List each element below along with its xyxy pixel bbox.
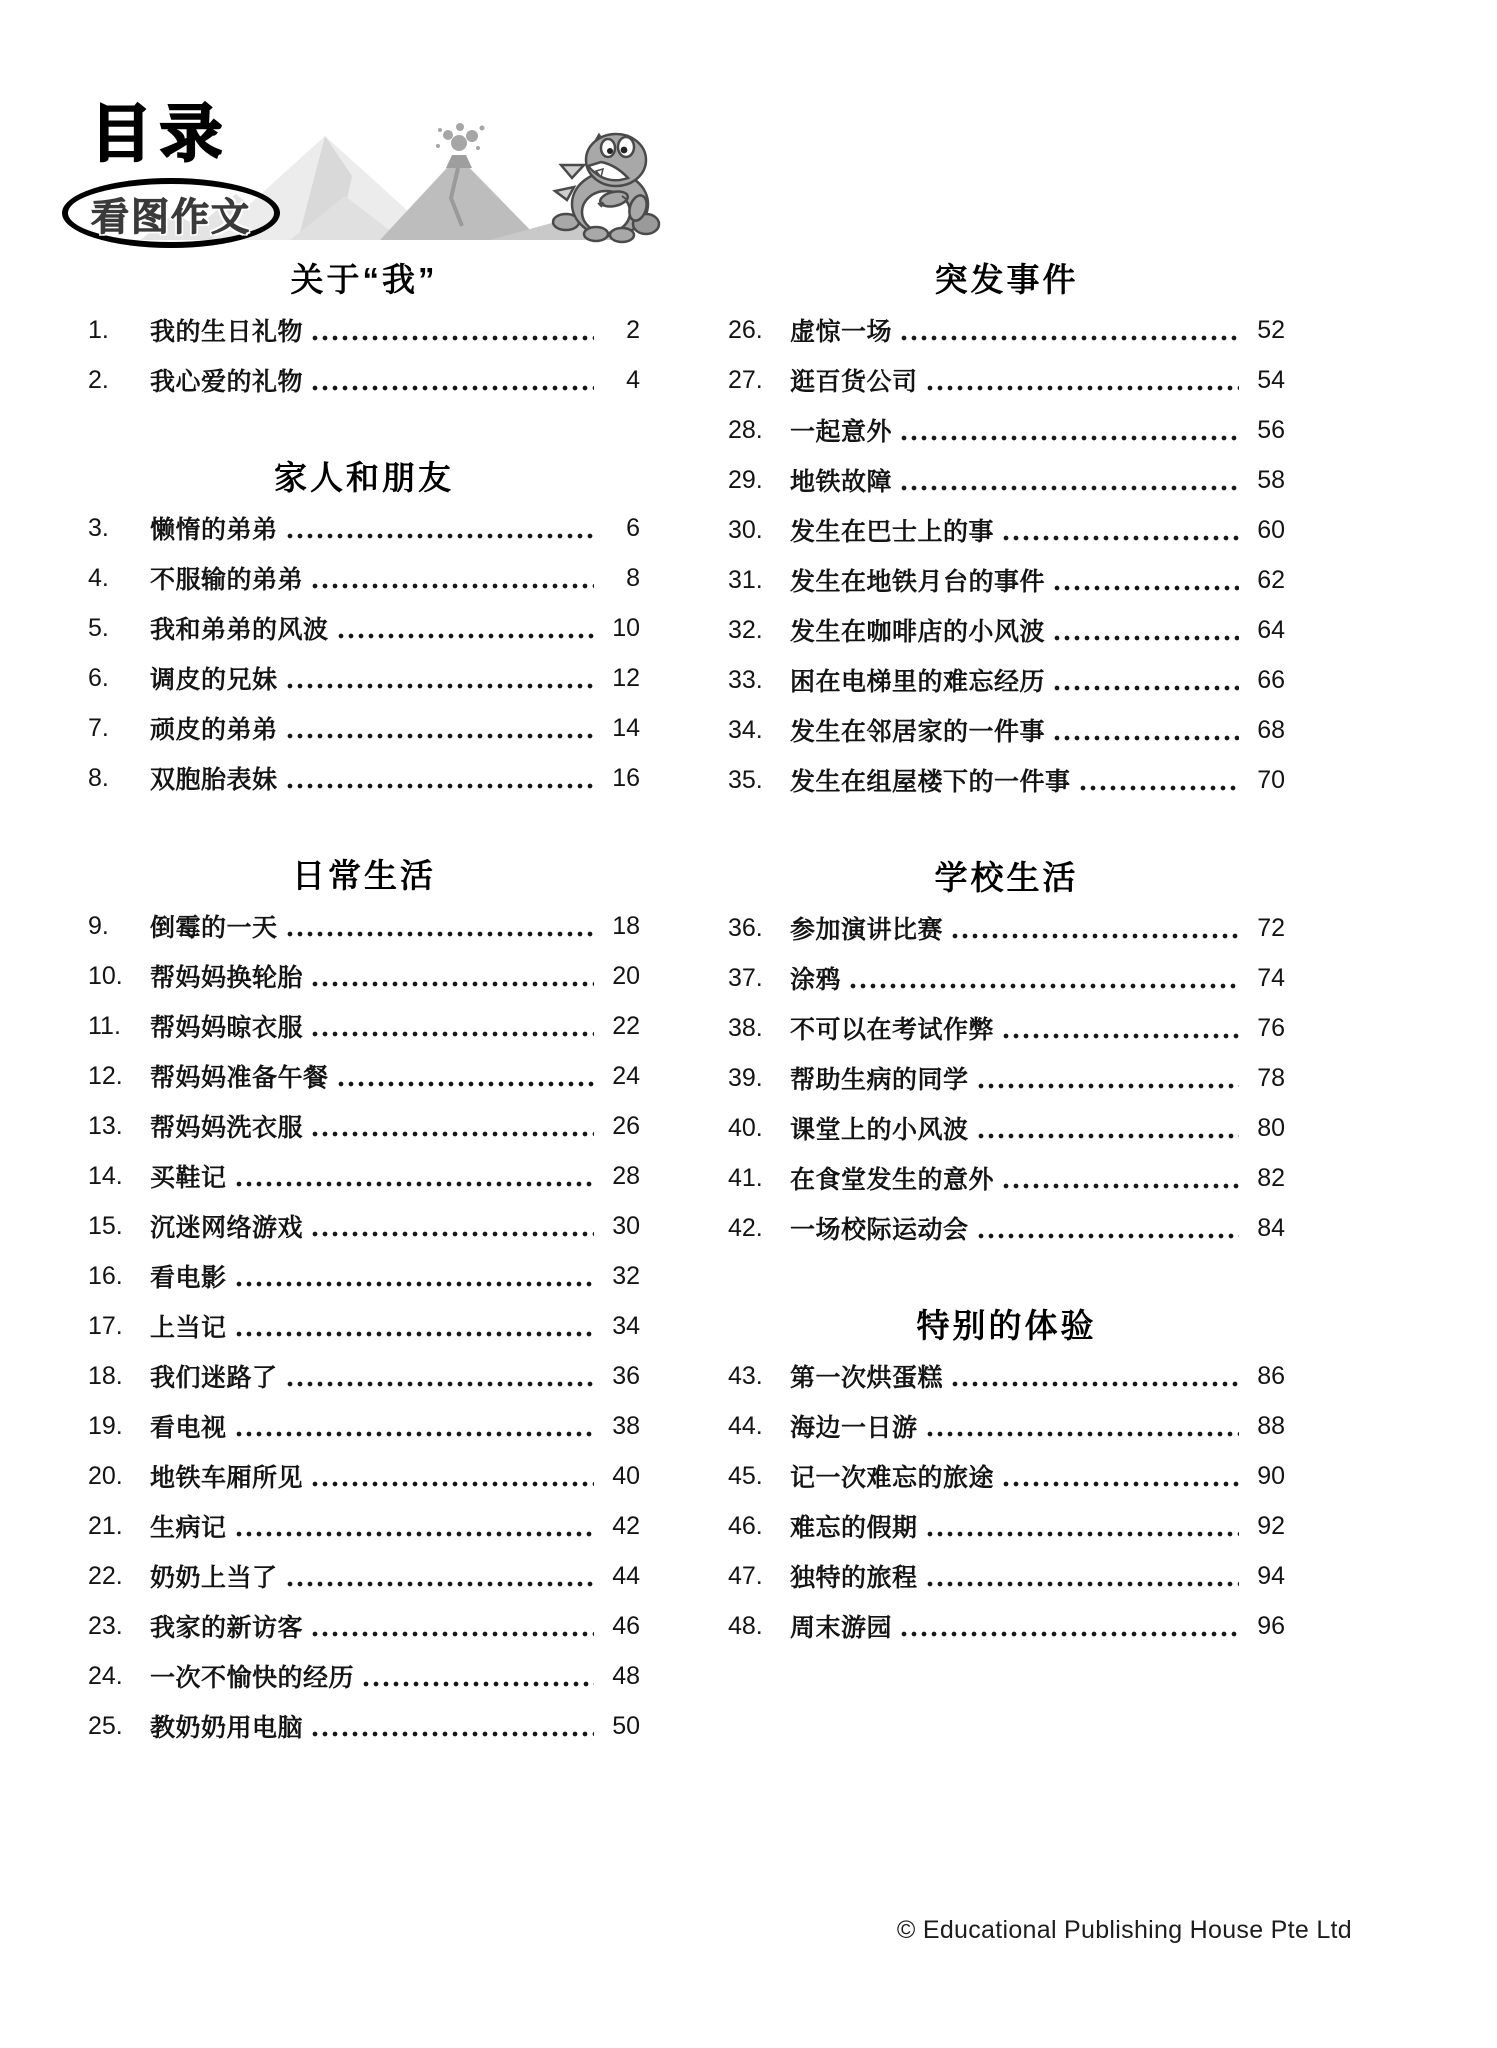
dotted-leader [1003, 535, 1239, 541]
entry-page-number: 74 [1257, 963, 1285, 992]
entry-number: 2. [88, 365, 109, 394]
toc-entry [728, 1003, 1285, 1053]
entry-number: 6. [88, 663, 109, 692]
entry-title: 周末游园 [790, 1614, 893, 1642]
entry-number: 39. [728, 1063, 763, 1092]
entry-page-number: 42 [612, 1511, 640, 1540]
dotted-leader [287, 533, 594, 539]
entry-title: 不可以在考试作弊 [790, 1016, 995, 1044]
entry-page-number: 24 [612, 1061, 640, 1090]
toc-entry [88, 1701, 640, 1751]
series-badge-label: 看图作文 [90, 196, 251, 239]
entry-page-number: 94 [1257, 1561, 1285, 1590]
toc-entry [88, 753, 640, 803]
entry-title: 逛百货公司 [790, 368, 918, 396]
dotted-leader [338, 633, 594, 639]
dotted-leader [1054, 735, 1239, 741]
entry-page-number: 10 [612, 613, 640, 642]
entry-page-number: 88 [1257, 1411, 1285, 1440]
entry-number: 24. [88, 1661, 123, 1690]
toc-entry [728, 705, 1285, 755]
entry-number: 26. [728, 315, 763, 344]
entry-title: 帮妈妈准备午餐 [150, 1064, 329, 1092]
entry-title: 地铁车厢所见 [150, 1464, 304, 1492]
entry-title: 我的生日礼物 [150, 318, 304, 346]
entry-title: 我心爱的礼物 [150, 368, 304, 396]
entry-page-number: 64 [1257, 615, 1285, 644]
entry-title: 倒霉的一天 [150, 914, 278, 942]
entry-page-number: 60 [1257, 515, 1285, 544]
entry-title: 第一次烘蛋糕 [790, 1364, 944, 1392]
entry-number: 18. [88, 1361, 123, 1390]
entry-title: 发生在咖啡店的小风波 [790, 618, 1046, 646]
entry-title: 上当记 [150, 1314, 227, 1342]
toc-entry [88, 1351, 640, 1401]
toc-entry [728, 455, 1285, 505]
section-heading: 关于“我” [290, 261, 438, 298]
entry-page-number: 6 [626, 513, 640, 542]
dotted-leader [901, 485, 1239, 491]
entry-title: 帮妈妈换轮胎 [150, 964, 304, 992]
entry-page-number: 12 [612, 663, 640, 692]
toc-entry [728, 605, 1285, 655]
section-heading: 家人和朋友 [274, 459, 454, 496]
dotted-leader [901, 435, 1239, 441]
entry-title: 奶奶上当了 [150, 1564, 278, 1592]
dotted-leader [1080, 785, 1239, 791]
dotted-leader [927, 1581, 1239, 1587]
entry-page-number: 56 [1257, 415, 1285, 444]
entry-number: 13. [88, 1111, 123, 1140]
entry-page-number: 22 [612, 1011, 640, 1040]
dotted-leader [1003, 1183, 1239, 1189]
dotted-leader [236, 1331, 594, 1337]
entry-title: 我和弟弟的风波 [150, 616, 329, 644]
entry-page-number: 20 [612, 961, 640, 990]
toc-entry [88, 1251, 640, 1301]
entry-title: 生病记 [150, 1514, 227, 1542]
entry-number: 46. [728, 1511, 763, 1540]
entry-number: 14. [88, 1161, 123, 1190]
entry-page-number: 70 [1257, 765, 1285, 794]
dotted-leader [927, 385, 1239, 391]
toc-entry [728, 1601, 1285, 1651]
dotted-leader [287, 931, 594, 937]
entry-page-number: 16 [612, 763, 640, 792]
entry-number: 25. [88, 1711, 123, 1740]
toc-entry [728, 903, 1285, 953]
toc-section [728, 255, 1285, 805]
entry-number: 17. [88, 1311, 123, 1340]
toc-entry [728, 655, 1285, 705]
entry-title: 一场校际运动会 [790, 1216, 969, 1244]
entry-number: 11. [88, 1011, 121, 1040]
entry-title: 独特的旅程 [790, 1564, 918, 1592]
entry-page-number: 38 [612, 1411, 640, 1440]
entry-title: 看电影 [150, 1264, 227, 1292]
toc-entry [728, 405, 1285, 455]
entry-number: 5. [88, 613, 109, 642]
toc-entry [88, 1151, 640, 1201]
copyright-footer: © Educational Publishing House Pte Ltd [896, 1916, 1352, 1944]
toc-left-column [88, 255, 640, 1751]
entry-page-number: 8 [626, 563, 640, 592]
entry-number: 30. [728, 515, 763, 544]
entry-title: 帮妈妈洗衣服 [150, 1114, 304, 1142]
entry-page-number: 4 [626, 365, 640, 394]
entry-number: 1. [88, 315, 109, 344]
entry-page-number: 78 [1257, 1063, 1285, 1092]
toc-entry [728, 1351, 1285, 1401]
entry-number: 9. [88, 911, 109, 940]
dotted-leader [312, 335, 594, 341]
entry-title: 双胞胎表妹 [150, 766, 278, 794]
toc-entry [88, 553, 640, 603]
toc-entry [728, 1053, 1285, 1103]
entry-number: 37. [728, 963, 763, 992]
dotted-leader [287, 683, 594, 689]
toc-entry [88, 1401, 640, 1451]
entry-number: 3. [88, 513, 109, 542]
entry-number: 29. [728, 465, 763, 494]
entry-title: 地铁故障 [790, 468, 893, 496]
entry-title: 懒惰的弟弟 [150, 516, 278, 544]
entry-title: 沉迷网络游戏 [150, 1214, 304, 1242]
entry-number: 4. [88, 563, 109, 592]
entry-page-number: 40 [612, 1461, 640, 1490]
entry-page-number: 50 [612, 1711, 640, 1740]
entry-title: 参加演讲比赛 [790, 916, 944, 944]
toc-entry [88, 703, 640, 753]
entry-number: 7. [88, 713, 109, 742]
entry-page-number: 80 [1257, 1113, 1285, 1142]
entry-page-number: 58 [1257, 465, 1285, 494]
entry-page-number: 26 [612, 1111, 640, 1140]
entry-page-number: 72 [1257, 913, 1285, 942]
dotted-leader [287, 783, 594, 789]
entry-page-number: 2 [626, 315, 640, 344]
entry-page-number: 28 [612, 1161, 640, 1190]
eruption-cloud-icon [436, 123, 485, 151]
entry-title: 虚惊一场 [790, 318, 893, 346]
entry-number: 34. [728, 715, 763, 744]
entry-title: 帮妈妈晾衣服 [150, 1014, 304, 1042]
entry-number: 23. [88, 1611, 123, 1640]
entry-title: 发生在巴士上的事 [790, 518, 995, 546]
entry-title: 课堂上的小风波 [790, 1116, 969, 1144]
toc-entry [88, 355, 640, 405]
dotted-leader [901, 335, 1239, 341]
entry-number: 38. [728, 1013, 763, 1042]
dotted-leader [236, 1181, 594, 1187]
dotted-leader [312, 1231, 594, 1237]
toc-entry [728, 1103, 1285, 1153]
entry-number: 48. [728, 1611, 763, 1640]
entry-page-number: 92 [1257, 1511, 1285, 1540]
dotted-leader [287, 733, 594, 739]
entry-page-number: 30 [612, 1211, 640, 1240]
entry-title: 我们迷路了 [150, 1364, 278, 1392]
entry-number: 36. [728, 913, 763, 942]
dotted-leader [978, 1233, 1239, 1239]
dotted-leader [312, 1631, 594, 1637]
dotted-leader [236, 1531, 594, 1537]
entry-page-number: 46 [612, 1611, 640, 1640]
dotted-leader [1003, 1481, 1239, 1487]
entry-number: 21. [88, 1511, 123, 1540]
entry-page-number: 76 [1257, 1013, 1285, 1042]
toc-entry [728, 1401, 1285, 1451]
page-title: 目录 [90, 100, 231, 169]
entry-title: 顽皮的弟弟 [150, 716, 278, 744]
dotted-leader [236, 1281, 594, 1287]
entry-title: 看电视 [150, 1414, 227, 1442]
toc-entry [88, 951, 640, 1001]
entry-number: 20. [88, 1461, 123, 1490]
toc-entry [728, 305, 1285, 355]
entry-number: 19. [88, 1411, 123, 1440]
toc-entry [728, 755, 1285, 805]
entry-page-number: 96 [1257, 1611, 1285, 1640]
dotted-leader [1054, 685, 1239, 691]
entry-number: 40. [728, 1113, 763, 1142]
entry-title: 在食堂发生的意外 [790, 1166, 995, 1194]
dotted-leader [850, 983, 1239, 989]
entry-page-number: 66 [1257, 665, 1285, 694]
entry-page-number: 86 [1257, 1361, 1285, 1390]
entry-number: 27. [728, 365, 763, 394]
toc-entry [88, 1101, 640, 1151]
toc-section [88, 851, 640, 1751]
entry-number: 16. [88, 1261, 123, 1290]
entry-title: 一起意外 [790, 418, 893, 446]
dotted-leader [1054, 635, 1239, 641]
toc-right-column [728, 255, 1285, 1651]
toc-entry [728, 953, 1285, 1003]
toc-entry [88, 305, 640, 355]
entry-number: 22. [88, 1561, 123, 1590]
toc-entry [88, 1601, 640, 1651]
entry-title: 难忘的假期 [790, 1514, 918, 1542]
entry-page-number: 62 [1257, 565, 1285, 594]
toc-entry [728, 1203, 1285, 1253]
entry-number: 43. [728, 1361, 763, 1390]
dinosaur-illustration [553, 134, 659, 242]
entry-title: 涂鸦 [790, 966, 842, 994]
dotted-leader [312, 1031, 594, 1037]
entry-page-number: 18 [612, 911, 640, 940]
toc-entry [728, 1451, 1285, 1501]
dotted-leader [363, 1681, 594, 1687]
entry-page-number: 54 [1257, 365, 1285, 394]
section-heading: 日常生活 [292, 857, 436, 894]
dotted-leader [927, 1531, 1239, 1537]
entry-number: 15. [88, 1211, 123, 1240]
toc-entry [88, 1651, 640, 1701]
entry-title: 教奶奶用电脑 [150, 1714, 304, 1742]
entry-title: 调皮的兄妹 [150, 666, 278, 694]
entry-page-number: 52 [1257, 315, 1285, 344]
entry-number: 47. [728, 1561, 763, 1590]
entry-title: 帮助生病的同学 [790, 1066, 969, 1094]
toc-entry [88, 1501, 640, 1551]
toc-section [728, 1301, 1285, 1651]
toc-entry [88, 1451, 640, 1501]
dotted-leader [236, 1431, 594, 1437]
toc-entry [88, 1051, 640, 1101]
dotted-leader [901, 1631, 1239, 1637]
toc-entry [88, 1551, 640, 1601]
entry-number: 32. [728, 615, 763, 644]
entry-title: 海边一日游 [790, 1414, 918, 1442]
series-badge [62, 178, 280, 248]
toc-section [728, 853, 1285, 1253]
entry-title: 发生在邻居家的一件事 [790, 718, 1046, 746]
toc-section [88, 453, 640, 803]
toc-entry [728, 1153, 1285, 1203]
dotted-leader [312, 385, 594, 391]
entry-page-number: 36 [612, 1361, 640, 1390]
entry-title: 记一次难忘的旅途 [790, 1464, 995, 1492]
entry-number: 45. [728, 1461, 763, 1490]
section-heading: 学校生活 [934, 859, 1079, 896]
dotted-leader [978, 1133, 1239, 1139]
toc-entry [88, 653, 640, 703]
entry-number: 28. [728, 415, 763, 444]
dotted-leader [978, 1083, 1239, 1089]
toc-entry [728, 1551, 1285, 1601]
toc-entry [728, 1501, 1285, 1551]
entry-title: 困在电梯里的难忘经历 [790, 668, 1046, 696]
toc-entry [88, 503, 640, 553]
dotted-leader [312, 1481, 594, 1487]
toc-section [88, 255, 640, 405]
entry-number: 44. [728, 1411, 763, 1440]
dotted-leader [287, 1581, 594, 1587]
entry-page-number: 84 [1257, 1213, 1285, 1242]
entry-title: 买鞋记 [150, 1164, 227, 1192]
toc-entry [88, 1201, 640, 1251]
dotted-leader [952, 933, 1239, 939]
dotted-leader [1003, 1033, 1239, 1039]
entry-number: 41. [728, 1163, 763, 1192]
dotted-leader [287, 1381, 594, 1387]
entry-title: 不服输的弟弟 [150, 566, 304, 594]
dotted-leader [312, 1731, 594, 1737]
toc-entry [88, 603, 640, 653]
entry-page-number: 34 [612, 1311, 640, 1340]
entry-number: 35. [728, 765, 763, 794]
entry-title: 发生在地铁月台的事件 [790, 568, 1046, 596]
entry-page-number: 90 [1257, 1461, 1285, 1490]
dotted-leader [338, 1081, 594, 1087]
dotted-leader [312, 583, 594, 589]
entry-number: 10. [88, 961, 123, 990]
toc-entry [88, 901, 640, 951]
entry-page-number: 14 [612, 713, 640, 742]
entry-page-number: 44 [612, 1561, 640, 1590]
entry-title: 一次不愉快的经历 [150, 1664, 355, 1692]
toc-entry [728, 355, 1285, 405]
entry-page-number: 48 [612, 1661, 640, 1690]
entry-number: 33. [728, 665, 763, 694]
entry-page-number: 68 [1257, 715, 1285, 744]
section-heading: 特别的体验 [916, 1307, 1097, 1344]
toc-entry [728, 555, 1285, 605]
dotted-leader [927, 1431, 1239, 1437]
dotted-leader [312, 1131, 594, 1137]
toc-entry [88, 1001, 640, 1051]
dotted-leader [312, 981, 594, 987]
toc-entry [728, 505, 1285, 555]
dotted-leader [952, 1381, 1239, 1387]
entry-number: 12. [88, 1061, 123, 1090]
section-heading: 突发事件 [934, 261, 1079, 298]
entry-page-number: 82 [1257, 1163, 1285, 1192]
entry-title: 发生在组屋楼下的一件事 [790, 768, 1071, 796]
entry-number: 42. [728, 1213, 763, 1242]
entry-number: 31. [728, 565, 763, 594]
entry-number: 8. [88, 763, 109, 792]
entry-title: 我家的新访客 [150, 1614, 304, 1642]
toc-entry [88, 1301, 640, 1351]
dotted-leader [1054, 585, 1239, 591]
entry-page-number: 32 [612, 1261, 640, 1290]
